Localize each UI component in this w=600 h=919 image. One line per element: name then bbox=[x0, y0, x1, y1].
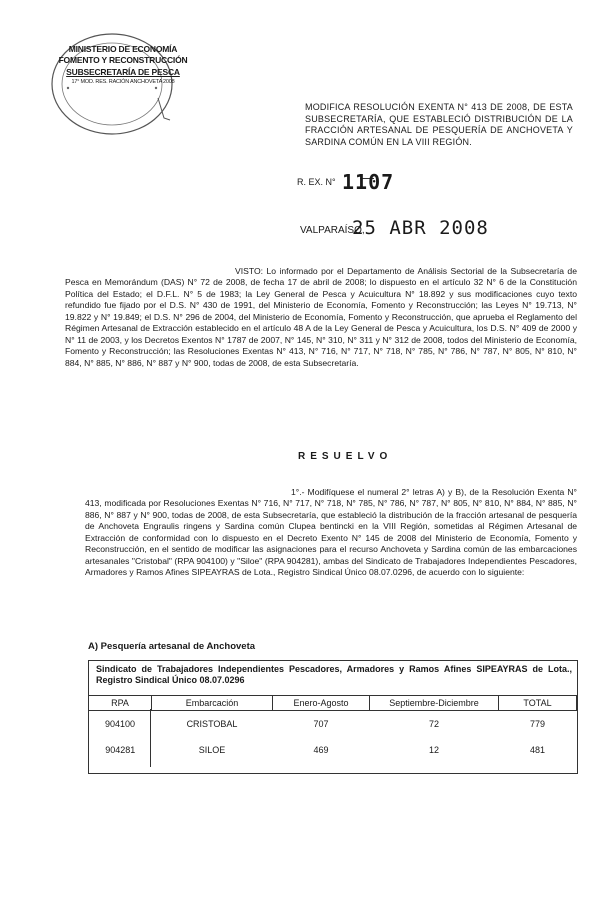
section-a-heading: A) Pesquería artesanal de Anchoveta bbox=[88, 641, 256, 652]
place: VALPARAÍSO, bbox=[300, 225, 365, 236]
ministry-name-line2: FOMENTO Y RECONSTRUCCIÓN bbox=[58, 55, 188, 65]
cell-rpa: 904281 bbox=[105, 745, 136, 755]
table-column-rule bbox=[150, 709, 151, 767]
document-title: MODIFICA RESOLUCIÓN EXENTA N° 413 DE 2008, DE ESTA SUBSECRETARÍA, QUE ESTABLECIÓ DISTRIBUCIÓN DE LA FRACCIÓN ARTESANAL DE PESQUERÍA DE ANCHOVETA Y SARDINA COMÚN EN LA VIII REGIÓN. bbox=[305, 102, 573, 147]
column-header-septiembre-diciembre: Septiembre-Diciembre bbox=[370, 696, 499, 711]
table-row bbox=[89, 737, 577, 763]
cell-total: 481 bbox=[529, 745, 546, 755]
cell-embarcacion: CRISTOBAL bbox=[186, 719, 238, 729]
column-header-total: TOTAL bbox=[499, 696, 577, 711]
cell-enero-agosto: 469 bbox=[313, 745, 329, 755]
column-header-enero-agosto: Enero-Agosto bbox=[273, 696, 370, 711]
article-1-paragraph: 1°.- Modifíquese el numeral 2° letras A) y B), de la Resolución Exenta N° 413, modificada por Resoluciones Exentas N° 716, N° 717, N° 718, N° 785, N° 786, N° 787, N° 805, N° 810, N° 884, N° 885, N° 886, N° 887 y N° 900, todas de 2008, de esta Subsecretaría, que estableció la distribución de la fracción artesanal de pesquería de Anchoveta Engraulis ringens y Sardina común Clupea bentincki en la VIII Región, sometidas al Régimen Artesanal de Extracción de conformidad con lo dispuesto en el Decreto Exento N° 145 de 2008 del Ministerio de Economía, Fomento y Reconstrucción, en el sentido de modificar las asignaciones para el recurso Anchoveta y Sardina común de las embarcaciones artesanales "Cristobal" (RPA 904100) y "Siloe" (RPA 904281), ambas del Sindicato de Trabajadores Independientes Pescadores, Armadores y Ramos Afines SIPEAYRAS de Lota., Registro Sindical Único 08.07.0296, de acuerdo con lo siguiente: bbox=[85, 487, 577, 578]
subsecretaria-name: SUBSECRETARÍA DE PESCA bbox=[66, 67, 180, 77]
stamp-note: 17° MOD. RES. RACIÓN ANCHOVETA 2008 bbox=[71, 79, 175, 85]
resolution-label: R. EX. N° bbox=[297, 177, 336, 187]
table-header-row bbox=[89, 696, 577, 711]
resolution-number: 1107 bbox=[342, 170, 395, 194]
cell-rpa: 904100 bbox=[104, 719, 136, 729]
date-stamp: 25 ABR 2008 bbox=[352, 217, 489, 239]
ministry-name: MINISTERIO DE ECONOMÍA bbox=[68, 44, 178, 54]
cell-enero-agosto: 707 bbox=[313, 719, 329, 729]
cell-total: 779 bbox=[529, 719, 546, 729]
allocation-table bbox=[88, 695, 577, 763]
table-heading: Sindicato de Trabajadores Independientes Pescadores, Armadores y Ramos Afines SIPEAYRAS de Lota., Registro Sindical Único 08.07.0296 bbox=[96, 664, 572, 685]
visto-paragraph: VISTO: Lo informado por el Departamento de Análisis Sectorial de la Subsecretaría de Pesca en Memorándum (DAS) N° 72 de 2008, de fecha 17 de abril de 2008; lo dispuesto en el artículo 32 N° 6 de la Constitución Política del Estado; el D.F.L. N° 5 de 1983; la Ley General de Pesca y Acuicultura N° 18.892 y sus modificaciones cuyo texto refundido fue fijado por el D.S. N° 430 de 1991, del Ministerio de Economía, Fomento y Reconstrucción; las Leyes N° 19.713, N° 19.822 y N° 19.849; el D.S. N° 296 de 2004, del Ministerio de Economía, Fomento y Reconstrucción, que aprueba el Reglamento del Régimen Artesanal de Extracción establecido en el artículo 48 A de la Ley General de Pesca y Acuicultura, los D.S. N° 409 de 2000 y N° 11 de 2003, y los Decretos Exentos N° 1787 de 2007, N° 145, N° 310, N° 311 y N° 312 de 2008, todos del Ministerio de Economía, Fomento y Reconstrucción; las Resoluciones Exentas N° 413, N° 716, N° 717, N° 718, N° 785, N° 786, N° 787, N° 805, N° 810, N° 884, N° 885, N° 886, N° 887 y N° 900, todas de 2008, de esta Subsecretaría. bbox=[65, 266, 577, 368]
column-header-embarcacion: Embarcación bbox=[152, 696, 273, 711]
resuelvo-heading: RESUELVO bbox=[298, 451, 393, 462]
cell-septiembre-diciembre: 72 bbox=[428, 719, 439, 729]
column-header-rpa: RPA bbox=[89, 696, 152, 711]
table-left-rule bbox=[88, 737, 89, 767]
cell-septiembre-diciembre: 12 bbox=[428, 745, 439, 755]
table-row bbox=[89, 711, 577, 738]
cell-embarcacion: SILOE bbox=[198, 745, 226, 755]
